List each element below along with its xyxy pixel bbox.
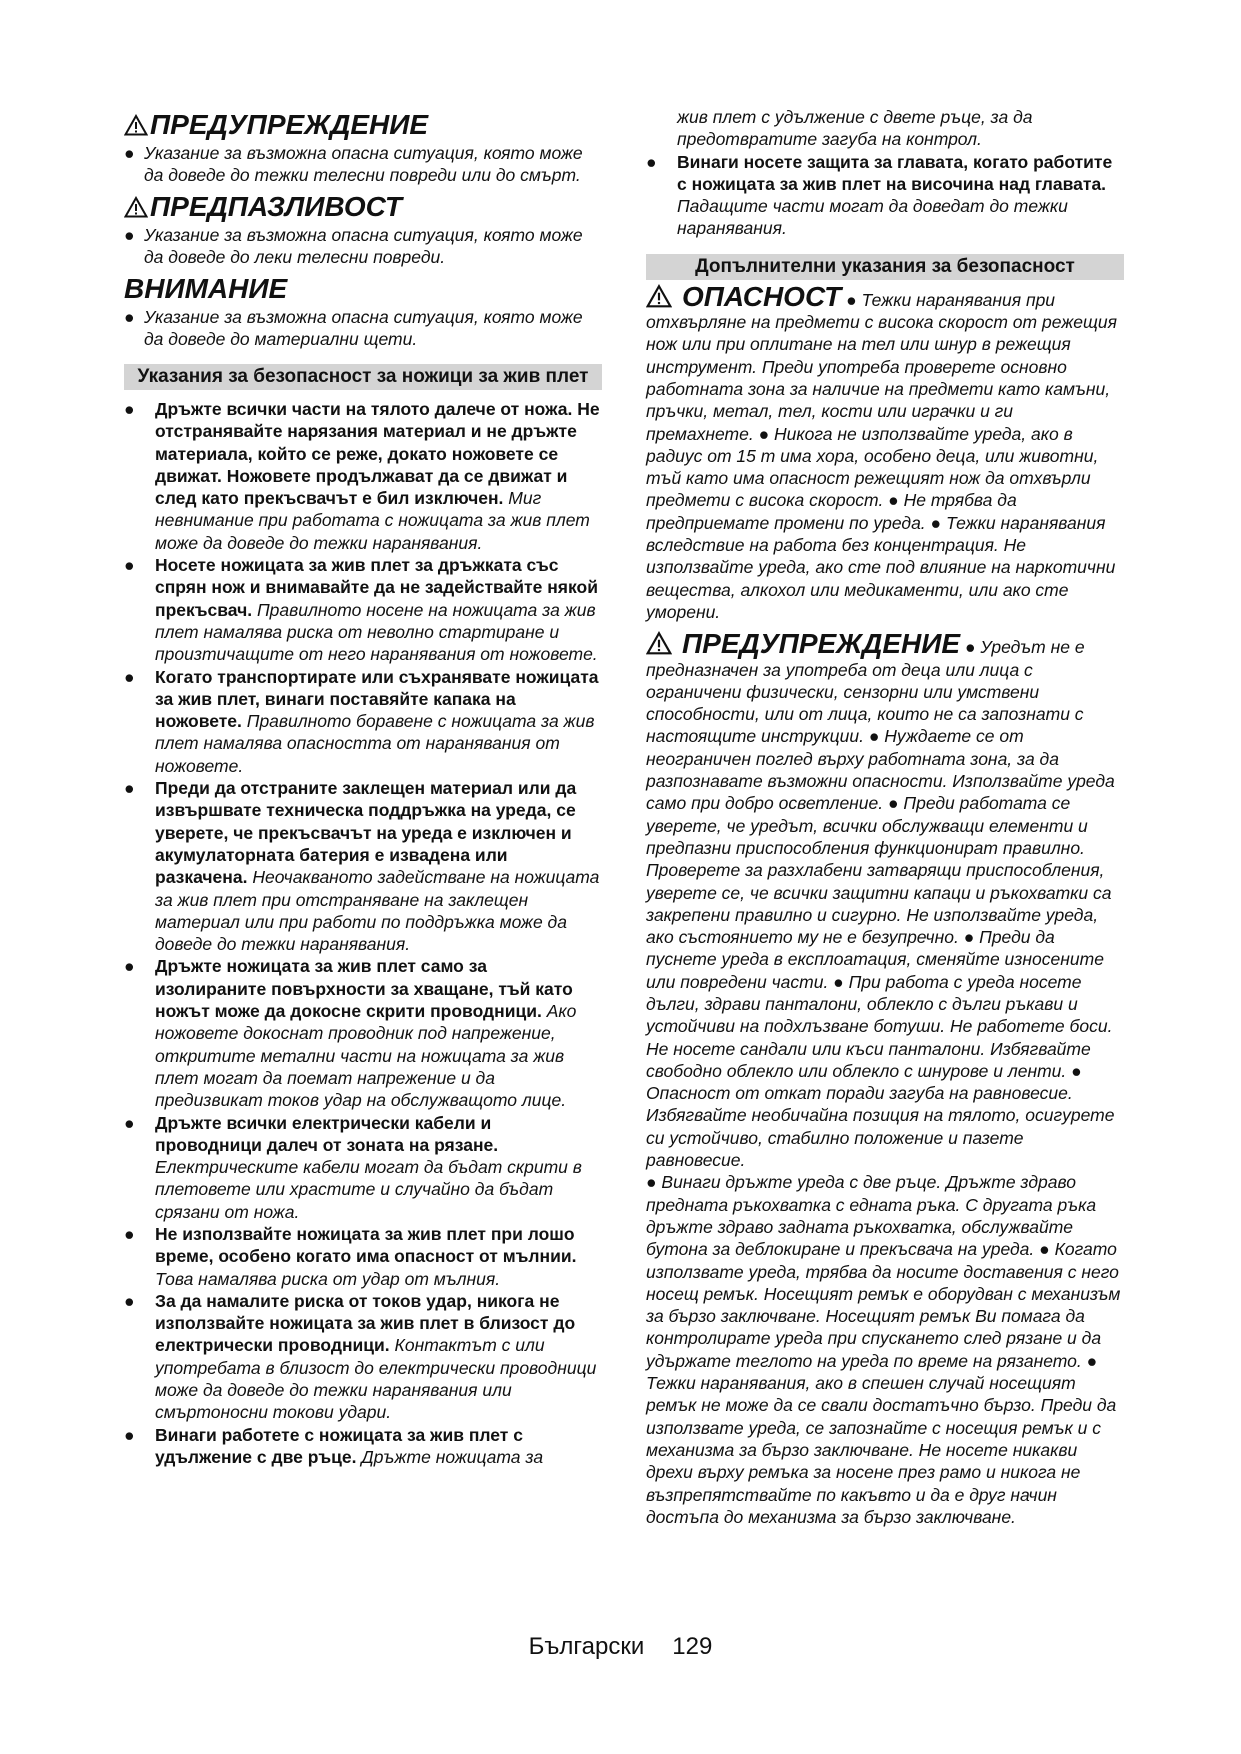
left-column — [124, 104, 602, 1468]
warning-heading — [124, 110, 602, 140]
page-footer — [0, 1632, 1241, 1662]
warning-text: ● Уредът не е предназначен за употреба от деца или лица с ограничени физически, сензорни или умствени способности, или от лица, които не са запознати с настоящите инструкции. ● Нуждаете се от неограничен поглед върху работната зона, за да разпознавате възможни опасности. Използвайте уреда само при добро осветление. ● Преди работата се уверете, че уредът, всички обслужващи елементи и предпазни приспособления функционират правилно. Проверете за разхлабени затварящи приспособления, уверете се, че всички защитни капаци и ръкохватки са закрепени правилно и сигурно. Не използвайте уреда, ако състоянието му не е безупречно. ● Преди да пуснете уреда в експлоатация, сменяйте износените или повредени части. ● При работа с уреда носете дълги, здрави панталони, облекло с дълги ръкави и устойчиви на подхлъзване ботуши. Не работете боси. Не носете сандали или къси панталони. Избягвайте свободно облекло или облекло с шнурове и ленти. ● Опасност от откат поради загуба на равновесие. Избягвайте необичайна позиция на тялото, осигурете си устойчиво, стабилно положение и пазете равновесие. — [646, 637, 1115, 1171]
list-item: ● За да намалите риска от токов удар, никога не използвайте ножицата за жив плет в близост до електрически проводници. Контактът с или употребата в близост до електрически проводници може да доведе до тежки наранявания или смъртоносни токови удари. — [124, 1290, 597, 1423]
warning-triangle-icon — [124, 114, 148, 136]
notice-heading — [124, 274, 602, 304]
list-item: ● Носете ножицата за жив плет за дръжката със спрян нож и внимавайте да не задействайте някой прекъсвач. Правилното носене на ножицата за жив плет намалява риска от неволно стартиране и произтичащите от него наранявания от ножовете. — [124, 555, 598, 665]
list-item-continuation: жив плет с удължение с двете ръце, за да предотвратите загуба на контрол. — [677, 107, 1033, 150]
list-item: ● Когато транспортирате или съхранявате ножицата за жив плет, винаги поставяйте капака на ножовете. Правилното боравене с ножицата за жив плет намалява опасността от наранявания от ножовете. — [124, 666, 599, 776]
warning-triangle-icon — [646, 631, 672, 655]
caution-title: ПРЕДПАЗЛИВОСТ — [150, 191, 402, 222]
danger-text: ● Тежки наранявания при отхвърляне на предмети с висока скорост от режещия нож или при оплитане на тел или шнур в режещия инструмент. Преди употреба проверете основно работната зона за наличие на предмети като камъни, пръчки, метал, тел, кости или играчки и ги премахнете. ● Никога не използвайте уреда, ако в радиус от 15 m има хора, особено деца, или животни, тъй като има опасност режещият нож да отхвърли предмети с висока скорост. ● Не трябва да предприемате промени по уреда. ● Тежки наранявания вследствие на работа без концентрация. Не използвайте уреда, ако сте под влияние на наркотични вещества, алкохол или медикаменти, или ако сте уморени. — [646, 289, 1117, 622]
warning-triangle-icon — [646, 284, 672, 308]
list-item: ● Винаги работете с ножицата за жив плет с удължение с две ръце. Дръжте ножицата за — [124, 1424, 544, 1467]
section-title-hedge-trimmer-safety: Указания за безопасност за ножици за жив плет — [124, 364, 602, 390]
caution-heading — [124, 192, 602, 222]
list-item: ● Дръжте ножицата за жив плет само за изолираните повърхности за хващане, тъй като ножът може да докосне скрити проводници. Ако ножовете докоснат проводник под напрежение, откритите метални части на ножицата за жив плет могат да поемат напрежение и да предизвикат токов удар на обслужващото лице. — [124, 956, 577, 1111]
notice-description: ● Указание за възможна опасна ситуация, която може да доведе до материални щети. — [124, 307, 583, 349]
danger-heading: ОПАСНОСТ — [646, 281, 841, 312]
list-item: ● Преди да отстраните заклещен материал или да извършвате техническа поддръжка на уреда, се уверете, че прекъсвачът на уреда е изключен и акумулаторната батерия е извадена или разкачена. Неочакваното задействане на ножицата за жив плет при отстраняване на заклещен материал или при работи по поддръжка може да доведе до тежки наранявания. — [124, 778, 600, 955]
danger-paragraph — [646, 280, 1124, 623]
warning-triangle-icon — [124, 196, 148, 218]
caution-description: ● Указание за възможна опасна ситуация, която може да доведе до леки телесни повреди. — [124, 225, 583, 267]
warning-title: ПРЕДУПРЕЖДЕНИЕ — [150, 109, 429, 140]
notice-title: ВНИМАНИЕ — [124, 273, 288, 304]
section-title-additional-safety: Допълнителни указания за безопасност — [646, 254, 1124, 280]
right-column — [646, 106, 1124, 1528]
warning-paragraph — [646, 628, 1124, 1171]
warning-description: ● Указание за възможна опасна ситуация, която може да доведе до тежки телесни повреди или до смърт. — [124, 143, 583, 185]
safety-list — [124, 398, 602, 1468]
warning-paragraph-continued: ● Винаги дръжте уреда с две ръце. Дръжте здраво предната ръкохватка с едната ръка. С другата ръка дръжте здраво задната ръкохватка, обслужвайте бутона за деблокиране и прекъсвача на уреда. ● Когато използвате уреда, трябва да носите доставения с него носещ ремък. Носещият ремък е оборудван с механизъм за бързо заключване. Носещият ремък Ви помага да контролирате уреда при спускането след рязане и да удържате теглото на уреда по време на рязането. ● Тежки наранявания, ако в спешен случай носещият ремък не може да се свали достатъчно бързо. Преди да използвате уреда, се запознайте с носещия ремък и с механизма за бързо заключване. Не носете никакви дрехи върху ремъка за носене през рамо и никога не възпрепятствайте по какъвто и да е друг начин достъпа до механизма за бързо заключване. — [646, 1172, 1121, 1527]
list-item: ● Не използвайте ножицата за жив плет при лошо време, особено когато има опасност от мълнии. Това намалява риска от удар от мълния. — [124, 1223, 577, 1289]
list-item: ● Винаги носете защита за главата, когато работите с ножицата за жив плет на височина над главата. Падащите части могат да доведат до тежки наранявания. — [646, 151, 1113, 239]
list-item: ● Дръжте всички електрически кабели и проводници далеч от зоната на рязане. Електрическите кабели могат да бъдат скрити в плетовете или храстите и случайно да бъдат срязани от ножа. — [124, 1112, 582, 1222]
warning-heading-right: ПРЕДУПРЕЖДЕНИЕ — [646, 628, 960, 659]
page-number: 129 — [672, 1633, 713, 1660]
footer-language: Български — [528, 1633, 645, 1660]
list-item: ● Дръжте всички части на тялото далече от ножа. Не отстранявайте нарязания материал и не дръжте материала, който се реже, докато ножовете се движат. Ножовете продължават да се движат и след като прекъсвачът е бил изключен. Миг невнимание при работата с ножицата за жив плет може да доведе до тежки наранявания. — [124, 399, 600, 553]
